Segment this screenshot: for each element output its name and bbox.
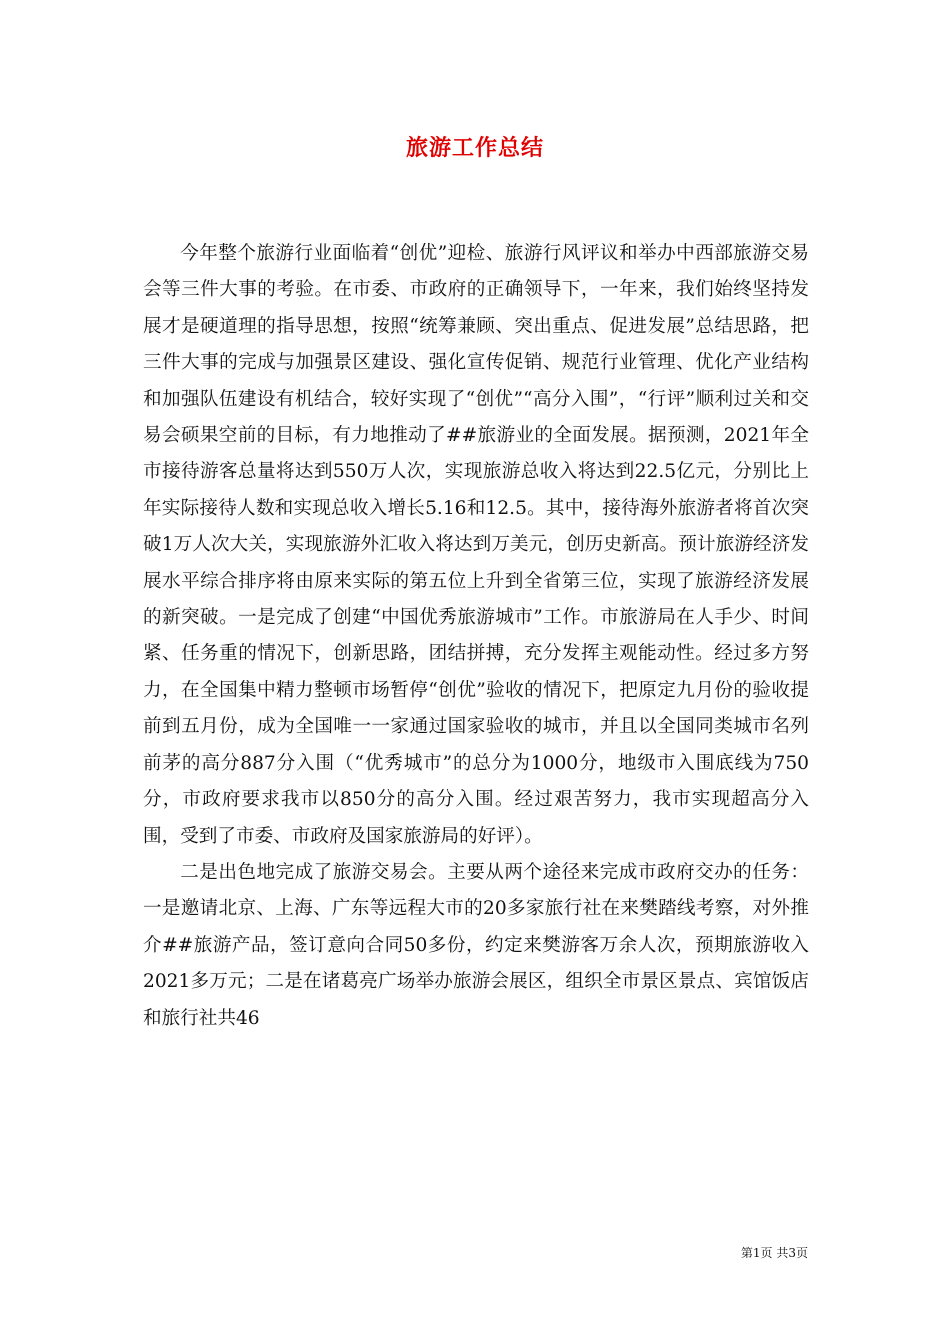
document-body — [143, 236, 809, 1037]
paragraph-1: 今年整个旅游行业面临着“创优”迎检、旅游行风评议和举办中西部旅游交易会等三件大事的考验。在市委、市政府的正确领导下，一年来，我们始终坚持发展才是硬道理的指导思想，按照“统筹兼顾、突出重点、促进发展”总结思路，把三件大事的完成与加强景区建设、强化宣传促销、规范行业管理、优化产业结构和加强队伍建设有机结合，较好实现了“创优”“高分入围”，“行评”顺利过关和交易会硕果空前的目标，有力地推动了##旅游业的全面发展。据预测，2021年全市接待游客总量将达到550万人次，实现旅游总收入将达到22.5亿元，分别比上年实际接待人数和实现总收入增长5.16和12.5。其中，接待海外旅游者将首次突破1万人次大关，实现旅游外汇收入将达到万美元，创历史新高。预计旅游经济发展水平综合排序将由原来实际的第五位上升到全省第三位，实现了旅游经济发展的新突破。一是完成了创建“中国优秀旅游城市”工作。市旅游局在人手少、时间紧、任务重的情况下，创新思路，团结拼搏，充分发挥主观能动性。经过多方努力，在全国集中精力整顿市场暂停“创优”验收的情况下，把原定九月份的验收提前到五月份，成为全国唯一一家通过国家验收的城市，并且以全国同类城市名列前茅的高分887分入围（“优秀城市”的总分为1000分，地级市入围底线为750分，市政府要求我市以850分的高分入围。经过艰苦努力，我市实现超高分入围，受到了市委、市政府及国家旅游局的好评）。 — [143, 243, 809, 847]
page-number: 第1页 共3页 — [740, 1246, 808, 1260]
document-title: 旅游工作总结 — [405, 135, 544, 161]
paragraph-2: 二是出色地完成了旅游交易会。主要从两个途径来完成市政府交办的任务：一是邀请北京、上海、广东等远程大市的20多家旅行社在来樊踏线考察，对外推介##旅游产品，签订意向合同50多份，约定来樊游客万余人次，预期旅游收入2021多万元；二是在诸葛亮广场举办旅游会展区，组织全市景区景点、宾馆饭店和旅行社共46 — [143, 861, 809, 1029]
